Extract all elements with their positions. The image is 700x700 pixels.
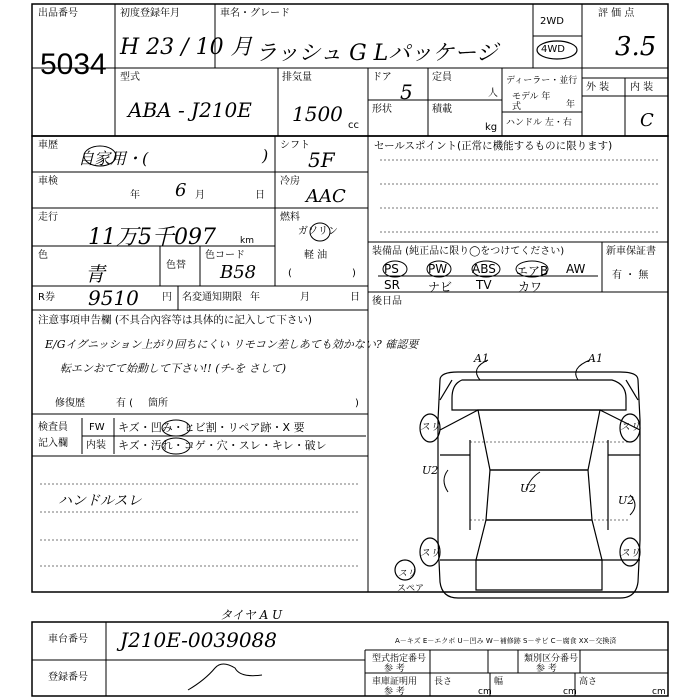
- repair-value: 有 (: [116, 398, 134, 409]
- model-year-unit: 年: [566, 100, 576, 110]
- type-designation-sub: 参 考: [384, 664, 405, 674]
- inspection-value: 6: [175, 180, 187, 201]
- damage-legend: A－キズ E－エクボ U－凹み W－補修跡 S－サビ C－腐食 XX－交換済: [395, 637, 617, 645]
- history-value: 自家用・(: [78, 149, 149, 168]
- fuel-label: 燃料: [280, 212, 300, 223]
- score-value: 3.5: [615, 32, 657, 62]
- equipment-leather: カワ: [518, 280, 543, 294]
- fuel-paren-close: ): [352, 268, 356, 279]
- mileage-label: 走行: [38, 212, 58, 223]
- interior-label: 内 装: [630, 82, 654, 93]
- equipment-tv: TV: [476, 278, 492, 292]
- handle-label: ハンドル 左・右: [506, 118, 572, 128]
- shift-value: 5F: [308, 148, 335, 172]
- cert-sub: 参 考: [384, 687, 405, 697]
- shift-label: シフト: [280, 140, 310, 151]
- class-label: 類別区分番号: [524, 654, 579, 664]
- lot-number: 5034: [40, 48, 107, 81]
- cooling-value: AAC: [306, 186, 346, 207]
- fuel-gasoline: ガソリン: [298, 226, 338, 237]
- reg-year-value: H 23 / 10 月: [120, 35, 253, 60]
- damage-mark-rear-right-wheel: スリ: [620, 548, 640, 559]
- inspector-interior-items: キズ・汚れ・コゲ・穴・スレ・キレ・破レ: [118, 439, 327, 452]
- doors-label: ドア: [372, 72, 392, 83]
- chassis-label: 車台番号: [48, 634, 88, 645]
- inspector-label-2: 記入欄: [38, 438, 68, 449]
- chassis-value: J210E-0039088: [120, 628, 277, 652]
- history-close: ): [262, 146, 269, 165]
- inspector-fw-items: キズ・凹み・ヒビ割・リペア跡・X 要: [118, 421, 305, 434]
- equipment-aw: AW: [566, 262, 586, 276]
- inspection-label: 車検: [38, 176, 58, 187]
- interior-grade: C: [640, 110, 654, 131]
- recycle-unit: 円: [162, 292, 172, 303]
- capacity-label: 定員: [432, 72, 452, 83]
- height-label: 高さ: [579, 677, 598, 687]
- equipment-title: 装備品 (純正品に限り◯をつけてください): [372, 246, 565, 257]
- name-change-label: 名変通知期限: [182, 292, 242, 303]
- mileage-value: 11万5千097: [88, 225, 216, 250]
- equipment-ps: PS: [384, 262, 399, 276]
- model-grade-label: 車名・グレード: [220, 8, 290, 19]
- damage-mark-front-left: A1: [474, 352, 489, 365]
- equipment-navi: ナビ: [428, 280, 453, 294]
- equipment-airbag: エアB: [516, 264, 549, 278]
- dealer-label: ディーラー・並行: [506, 76, 578, 86]
- damage-mark-right-door: U2: [618, 494, 635, 507]
- exterior-label: 外 装: [586, 82, 610, 93]
- equipment-abs: ABS: [472, 262, 496, 276]
- drive-4wd: 4WD: [541, 44, 565, 55]
- displacement-value: 1500: [292, 102, 343, 126]
- damage-mark-front-right: A1: [588, 352, 603, 365]
- damage-mark-rear-left-wheel: スリ: [420, 548, 440, 559]
- inspector-handwritten-note: ハンドルスレ: [58, 493, 142, 509]
- handwritten-arrows: [444, 360, 635, 515]
- doors-value: 5: [400, 80, 413, 104]
- reg-year-label: 初度登録年月: [120, 8, 180, 19]
- model-grade-value: ラッシュ G Lパッケージ: [255, 41, 498, 66]
- model-year-label: モデル 年式: [512, 92, 551, 112]
- color-code-value: B58: [220, 262, 257, 283]
- load-unit: kg: [485, 122, 498, 133]
- type-value: ABA - J210E: [128, 98, 252, 122]
- mileage-unit: km: [240, 236, 254, 246]
- height-unit: cm: [652, 687, 666, 697]
- cooling-label: 冷房: [280, 176, 300, 187]
- warranty-title: 新車保証書: [606, 246, 656, 257]
- warranty-value: 有 ・ 無: [612, 270, 649, 281]
- cert-label: 車庫証明用: [372, 677, 418, 687]
- type-designation-label: 型式指定番号: [372, 654, 427, 664]
- type-label: 型式: [120, 72, 140, 83]
- shape-label: 形状: [372, 104, 392, 115]
- damage-mark-front-left-wheel: スリ: [420, 422, 440, 433]
- equipment-sr: SR: [384, 278, 400, 292]
- name-change-day: 日: [350, 292, 360, 303]
- history-label: 車歴: [38, 140, 58, 151]
- class-sub: 参 考: [536, 664, 557, 674]
- color-change-label: 色替: [166, 260, 186, 271]
- lot-number-label: 出品番号: [38, 8, 78, 19]
- width-unit: cm: [563, 687, 577, 697]
- width-label: 幅: [494, 677, 504, 687]
- handwritten-pen-sketch: [188, 664, 262, 690]
- inspection-year: 年: [130, 190, 140, 201]
- recycle-label: R券: [38, 292, 55, 303]
- post-install-label: 後日品: [372, 296, 402, 307]
- damage-mark-front-right-wheel: スリ: [620, 422, 640, 433]
- registration-label: 登録番号: [48, 672, 88, 683]
- fuel-diesel: 軽 油: [304, 250, 328, 261]
- drive-2wd: 2WD: [540, 16, 564, 27]
- load-label: 積載: [432, 104, 452, 115]
- inspector-interior-label: 内装: [86, 440, 106, 451]
- inspection-day: 日: [255, 190, 265, 201]
- capacity-unit: 人: [488, 88, 498, 99]
- color-value: 青: [85, 262, 105, 286]
- damage-mark-spare: スリ: [398, 569, 417, 579]
- damage-mark-roof: U2: [520, 482, 537, 495]
- inspection-month: 月: [195, 190, 205, 201]
- spare-label: スペア: [397, 584, 425, 594]
- notes-line1: E/Gイグニッション上がり回ちにくい リモコン差しあても効かない? 確認要: [45, 338, 419, 351]
- fuel-paren-open: (: [288, 268, 292, 279]
- car-outline: [395, 372, 640, 598]
- recycle-value: 9510: [88, 286, 139, 310]
- sales-title: セールスポイント(正常に機能するものに限ります): [374, 140, 613, 152]
- length-unit: cm: [478, 687, 492, 697]
- inspector-fw-label: FW: [89, 422, 105, 433]
- color-code-label: 色コード: [205, 250, 245, 261]
- notes-title: 注意事項申告欄 (不具合內容等は具体的に記入して下さい): [38, 314, 313, 326]
- displacement-unit: cc: [348, 120, 359, 131]
- tire-note: タイヤ A U: [220, 608, 283, 622]
- notes-line2: 転エンおてて始動して下さい!! (チ-を さして): [60, 362, 287, 375]
- damage-mark-left-door: U2: [422, 464, 439, 477]
- name-change-year: 年: [250, 292, 260, 303]
- length-label: 長さ: [434, 677, 453, 687]
- repair-close: 箇所: [148, 398, 168, 409]
- inspector-label-1: 検査員: [38, 422, 68, 433]
- repair-label: 修復歴: [55, 398, 85, 409]
- repair-end: ): [355, 398, 359, 409]
- score-label: 評 価 点: [598, 8, 635, 19]
- name-change-month: 月: [300, 292, 310, 303]
- color-label: 色: [38, 250, 48, 261]
- displacement-label: 排気量: [282, 72, 312, 83]
- equipment-pw: PW: [428, 262, 448, 276]
